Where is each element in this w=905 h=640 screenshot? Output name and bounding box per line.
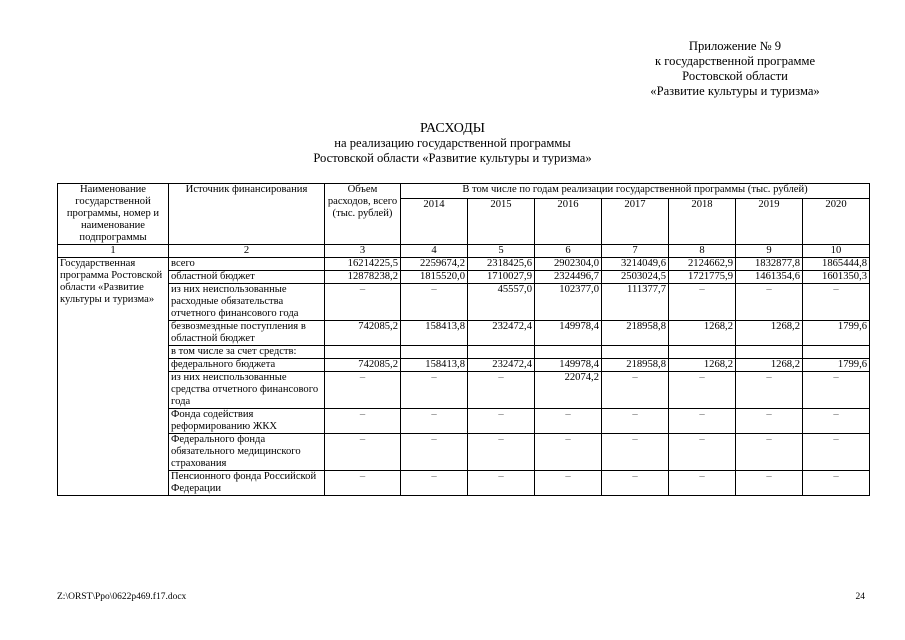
page-number: 24 xyxy=(855,592,865,602)
year-value-cell: – xyxy=(602,372,669,409)
year-value-cell: – xyxy=(736,409,803,434)
total-cell: – xyxy=(325,434,401,471)
table-row xyxy=(58,372,870,409)
total-cell: 16214225,5 xyxy=(325,258,401,271)
appendix-line: Ростовской области xyxy=(682,69,788,83)
year-value-cell: 22074,2 xyxy=(535,372,602,409)
title-main: РАСХОДЫ xyxy=(420,121,485,136)
source-cell: всего xyxy=(169,258,325,271)
year-value-cell: – xyxy=(736,284,803,321)
file-path: Z:\ORST\Ppo\0622p469.f17.docx xyxy=(57,592,187,602)
source-cell: Пенсионного фонда Российской Федерации xyxy=(169,471,325,496)
column-index: 6 xyxy=(535,245,602,258)
title-line-2: на реализацию государственной программы xyxy=(334,136,571,150)
total-cell: – xyxy=(325,471,401,496)
year-value-cell: 1832877,8 xyxy=(736,258,803,271)
year-value-cell: 1268,2 xyxy=(669,359,736,372)
header-name: Наименование государственной программы, номер и наименование подпрограммы xyxy=(58,184,169,245)
year-value-cell: – xyxy=(401,409,468,434)
table-row xyxy=(58,409,870,434)
year-value-cell: – xyxy=(401,284,468,321)
year-value-cell: – xyxy=(803,434,870,471)
year-value-cell xyxy=(468,346,535,359)
year-value-cell: 1865444,8 xyxy=(803,258,870,271)
year-value-cell: 2259674,2 xyxy=(401,258,468,271)
year-value-cell: – xyxy=(736,372,803,409)
header-volume: Объем расходов, всего (тыс. рублей) xyxy=(325,184,401,245)
appendix-note xyxy=(605,39,865,99)
source-cell: безвозмездные поступления в областной бюджет xyxy=(169,321,325,346)
column-index: 7 xyxy=(602,245,669,258)
year-value-cell: – xyxy=(803,471,870,496)
total-cell: – xyxy=(325,372,401,409)
year-value-cell: 45557,0 xyxy=(468,284,535,321)
year-value-cell: – xyxy=(803,372,870,409)
year-value-cell: – xyxy=(803,284,870,321)
year-value-cell: – xyxy=(401,372,468,409)
source-cell: в том числе за счет средств: xyxy=(169,346,325,359)
year-value-cell: – xyxy=(669,471,736,496)
header-year: 2017 xyxy=(602,199,669,245)
year-value-cell xyxy=(669,346,736,359)
year-value-cell: 1815520,0 xyxy=(401,271,468,284)
year-value-cell xyxy=(803,346,870,359)
year-value-cell: – xyxy=(535,434,602,471)
year-value-cell: – xyxy=(535,471,602,496)
year-value-cell: 1721775,9 xyxy=(669,271,736,284)
table-row xyxy=(58,359,870,372)
year-value-cell: 1461354,6 xyxy=(736,271,803,284)
year-value-cell: – xyxy=(468,372,535,409)
header-source: Источник финансирования xyxy=(169,184,325,245)
year-value-cell xyxy=(602,346,669,359)
header-year: 2015 xyxy=(468,199,535,245)
column-index: 10 xyxy=(803,245,870,258)
year-value-cell: 2503024,5 xyxy=(602,271,669,284)
year-value-cell: – xyxy=(669,434,736,471)
source-cell: федерального бюджета xyxy=(169,359,325,372)
year-value-cell: – xyxy=(669,284,736,321)
column-index: 2 xyxy=(169,245,325,258)
table-row xyxy=(58,271,870,284)
year-value-cell: 149978,4 xyxy=(535,321,602,346)
year-value-cell: 1799,6 xyxy=(803,321,870,346)
year-value-cell: – xyxy=(468,434,535,471)
total-cell: – xyxy=(325,284,401,321)
year-value-cell: – xyxy=(535,409,602,434)
year-value-cell: 2324496,7 xyxy=(535,271,602,284)
year-value-cell: 1268,2 xyxy=(736,359,803,372)
header-by-years: В том числе по годам реализации государственной программы (тыс. рублей) xyxy=(401,184,870,199)
year-value-cell: 1601350,3 xyxy=(803,271,870,284)
document-title xyxy=(0,121,905,166)
appendix-line: Приложение № 9 xyxy=(688,39,782,53)
column-index-row xyxy=(58,245,870,258)
source-cell: из них неиспользованные средства отчетного финансового года xyxy=(169,372,325,409)
year-value-cell: 158413,8 xyxy=(401,321,468,346)
year-value-cell xyxy=(535,346,602,359)
year-value-cell: 2318425,6 xyxy=(468,258,535,271)
year-value-cell: 1710027,9 xyxy=(468,271,535,284)
table-row xyxy=(58,434,870,471)
year-value-cell: – xyxy=(602,409,669,434)
total-cell: 742085,2 xyxy=(325,359,401,372)
program-name-cell: Государственная программа Ростовской области «Развитие культуры и туризма» xyxy=(58,258,169,496)
header-row xyxy=(58,184,870,199)
total-cell: 742085,2 xyxy=(325,321,401,346)
column-index: 3 xyxy=(325,245,401,258)
table-row xyxy=(58,471,870,496)
table-row xyxy=(58,284,870,321)
source-cell: Федерального фонда обязательного медицинского страхования xyxy=(169,434,325,471)
total-cell xyxy=(325,346,401,359)
year-value-cell: 2124662,9 xyxy=(669,258,736,271)
appendix-line: к государственной программе xyxy=(654,54,816,68)
table-row xyxy=(58,258,870,271)
total-cell: – xyxy=(325,409,401,434)
year-value-cell: – xyxy=(468,409,535,434)
table-row xyxy=(58,346,870,359)
year-value-cell: 111377,7 xyxy=(602,284,669,321)
year-value-cell: 2902304,0 xyxy=(535,258,602,271)
year-value-cell: – xyxy=(468,471,535,496)
year-value-cell: – xyxy=(401,434,468,471)
table-row xyxy=(58,321,870,346)
appendix-line: «Развитие культуры и туризма» xyxy=(650,84,820,98)
year-value-cell: – xyxy=(736,434,803,471)
header-year: 2016 xyxy=(535,199,602,245)
column-index: 1 xyxy=(58,245,169,258)
page-footer xyxy=(57,592,865,602)
header-year: 2020 xyxy=(803,199,870,245)
column-index: 5 xyxy=(468,245,535,258)
year-value-cell: 102377,0 xyxy=(535,284,602,321)
header-year: 2018 xyxy=(669,199,736,245)
year-value-cell: 218958,8 xyxy=(602,321,669,346)
total-cell: 12878238,2 xyxy=(325,271,401,284)
year-value-cell: – xyxy=(669,409,736,434)
source-cell: Фонда содействия реформированию ЖКХ xyxy=(169,409,325,434)
column-index: 8 xyxy=(669,245,736,258)
year-value-cell: 1799,6 xyxy=(803,359,870,372)
column-index: 9 xyxy=(736,245,803,258)
year-value-cell: 1268,2 xyxy=(669,321,736,346)
year-value-cell: 149978,4 xyxy=(535,359,602,372)
year-value-cell: 1268,2 xyxy=(736,321,803,346)
title-line-3: Ростовской области «Развитие культуры и туризма» xyxy=(313,151,592,165)
year-value-cell: – xyxy=(602,471,669,496)
year-value-cell: 3214049,6 xyxy=(602,258,669,271)
header-year: 2014 xyxy=(401,199,468,245)
year-value-cell: – xyxy=(602,434,669,471)
year-value-cell xyxy=(401,346,468,359)
header-year: 2019 xyxy=(736,199,803,245)
year-value-cell: – xyxy=(401,471,468,496)
year-value-cell: – xyxy=(803,409,870,434)
year-value-cell: 232472,4 xyxy=(468,359,535,372)
source-cell: областной бюджет xyxy=(169,271,325,284)
year-value-cell: 158413,8 xyxy=(401,359,468,372)
source-cell: из них неиспользованные расходные обязательства отчетного финансового года xyxy=(169,284,325,321)
year-value-cell: 218958,8 xyxy=(602,359,669,372)
expenses-table xyxy=(57,183,870,496)
year-value-cell xyxy=(736,346,803,359)
year-value-cell: – xyxy=(736,471,803,496)
year-value-cell: – xyxy=(669,372,736,409)
year-value-cell: 232472,4 xyxy=(468,321,535,346)
column-index: 4 xyxy=(401,245,468,258)
